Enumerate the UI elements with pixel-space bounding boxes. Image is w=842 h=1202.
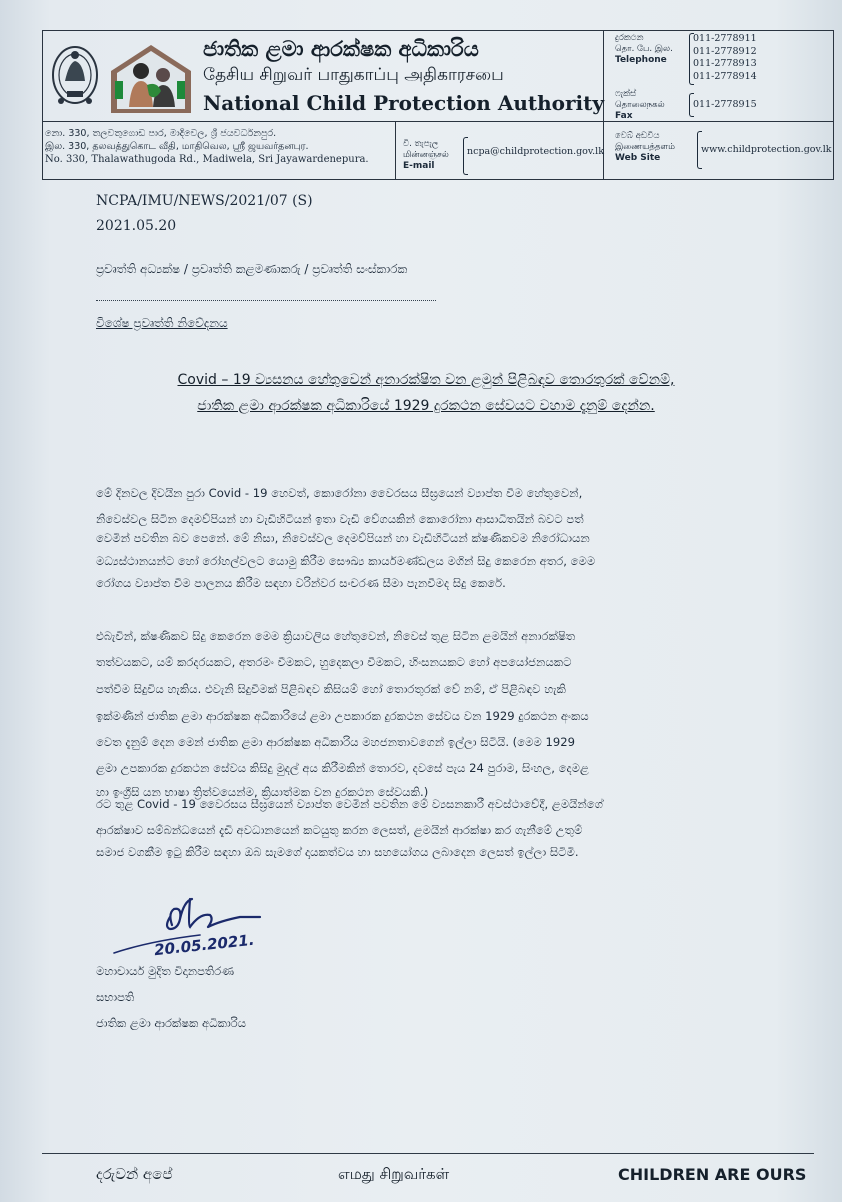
website-label-tamil: இணையத்தளம் — [615, 142, 675, 152]
notice-heading-line-1: Covid – 19 ව්‍යසනය හේතුවෙන් අනාරක්ෂිත වන ළමුන් පිළිබඳව තොරතුරක් වේනම්, — [177, 372, 675, 388]
letterhead-divider — [395, 121, 396, 179]
signatory-organization: ජාතික ළමා ආරක්ෂක අධිකාරිය — [96, 1016, 246, 1030]
paragraph-line: රට තුළ Covid - 19 වෛරසය සීඝ්‍රයෙන් ව්‍යාප්ත වෙමින් පවතින මේ ව්‍යසනකාරී අවස්ථාවේදී, ළමයින්ගේ — [96, 797, 603, 811]
paragraph-line: වෙත දැනුම් දෙන මෙන් ජාතික ළමා ආරක්ෂක අධිකාරිය මහජනතාවගෙන් ඉල්ලා සිටියි. (මෙම 1929 — [96, 735, 575, 749]
paragraph-line: සමාජ වගකීම ඉටු කිරීම සඳහා ඔබ සැමගේ දායකත්වය හා සහයෝගය ලබාදෙන ලෙසත් ඉල්ලා සිටිමි. — [96, 845, 579, 859]
ncpa-logo-icon — [105, 41, 197, 115]
paragraph-line: වෙමින් පවතින බව පෙනේ. මේ නිසා, නිවෙස්වල දෙමව්පියන් හා වැඩිහිටියන් ක්ෂණිකවම නිරෝධායන — [96, 531, 590, 545]
paragraph-line: හා ඉංග්‍රීසි යන භාෂා ත්‍රිත්වයෙන්ම, ක්‍රියාත්මක වන දුරකථන සේවයකි.) — [96, 785, 429, 799]
fax-number[interactable]: 011-2778915 — [693, 99, 757, 110]
letterhead — [42, 30, 834, 180]
paragraph-line: නිවෙස්වල සිටින දෙමව්පියන් හා වැඩිහිටියන් ඉතා වැඩි වේගයකින් කොරෝනා ආසාධිතයින් බවට පත් — [96, 512, 584, 526]
footer-slogan-sinhala: දරුවන් අපේ — [96, 1165, 173, 1183]
website-url[interactable]: www.childprotection.gov.lk — [701, 144, 832, 155]
subject-line: විශේෂ ප්‍රවෘත්ති නිවේදනය — [96, 316, 228, 330]
address-tamil: இல. 330, தலவத்துகொட வீதி, மாதிவெல, ஸ்ரீ ஜயவர்தனபுர. — [45, 141, 309, 152]
email-label-tamil: மின்னஞ்சல் — [403, 150, 449, 160]
fax-label-english: Fax — [615, 111, 633, 121]
reference-number: NCPA/IMU/NEWS/2021/07 (S) — [96, 193, 313, 209]
website-labels — [615, 131, 675, 164]
email-label-english: E-mail — [403, 161, 435, 171]
paragraph-line: එබැවින්, ක්ෂණිකව සිදු කෙරෙන මෙම ක්‍රියාවලිය හේතුවෙන්, නිවෙස් තුළ සිටින ළමයින් අනාරක්ෂිත — [96, 629, 576, 643]
address-english: No. 330, Thalawathugoda Rd., Madiwela, Sri Jayawardenepura. — [45, 154, 369, 165]
letterhead-divider — [43, 121, 833, 122]
dotted-divider — [96, 300, 436, 301]
signature-date: 20.05.2021. — [153, 930, 256, 960]
org-name-sinhala: ජාතික ළමා ආරක්ෂක අධිකාරිය — [203, 37, 479, 61]
fax-label-sinhala: ෆැක්ස් — [615, 89, 637, 99]
letter-date: 2021.05.20 — [96, 218, 177, 234]
telephone-number[interactable]: 011-2778911 — [693, 33, 757, 44]
addressees: ප්‍රවෘත්ති අධ්‍යක්ෂ / ප්‍රවෘත්ති කළමණාකරු / ප්‍රවෘත්ති සංස්කාරක — [96, 262, 408, 276]
telephone-number[interactable]: 011-2778912 — [693, 45, 757, 57]
paragraph-line: මේ දිනවල දිවයින පුරා Covid - 19 හෙවත්, කොරෝනා වෛරසය සීඝ්‍රයෙන් ව්‍යාප්ත වීම හේතුවෙන්, — [96, 486, 583, 500]
footer-slogan-tamil: எமது சிறுவர்கள் — [338, 1165, 450, 1183]
paragraph-line: මධ්‍යස්ථානයන්ට හෝ රෝහල්වලට යොමු කිරීම සෞඛ්‍ය කාර්යමණ්ඩලය මගින් සිදු කෙරෙන අතර, මෙම — [96, 554, 596, 568]
website-label-sinhala: වෙබ් අඩවිය — [615, 131, 660, 141]
paragraph-line: ඉක්මණින් ජාතික ළමා ආරක්ෂක අධිකාරියේ ළමා උපකාරක දුරකථන සේවය වන 1929 දුරකථන අංකය — [96, 709, 589, 723]
telephone-label-sinhala: දුරකථන — [615, 33, 644, 43]
email-address[interactable]: ncpa@childprotection.gov.lk — [467, 146, 604, 157]
national-emblem-icon — [49, 41, 101, 111]
signatory-title: සභාපති — [96, 990, 135, 1004]
handwritten-signature — [110, 895, 310, 965]
footer-slogan-english: CHILDREN ARE OURS — [618, 1165, 807, 1184]
org-name-tamil: தேசிய சிறுவர் பாதுகாப்பு அதிகாரசபை — [203, 65, 504, 85]
notice-heading-line-2: ජාතික ළමා ආරක්ෂක අධිකාරියේ 1929 දුරකථන සේවයට වහාම දැනුම් දෙන්න. — [197, 398, 655, 414]
signatory-name: මහාචාර්ය මුදිත විදානපතිරණ — [96, 964, 235, 978]
fax-label-tamil: தொலைநகல் — [615, 100, 665, 110]
telephone-number[interactable]: 011-2778913 — [693, 58, 757, 69]
fax-labels — [615, 89, 665, 122]
telephone-label-tamil: தொ. பே. இல. — [615, 44, 673, 54]
address-block — [45, 127, 369, 166]
org-name-english: National Child Protection Authority — [203, 91, 604, 115]
paragraph-line: රෝගය ව්‍යාප්ත වීම පාලනය කිරීම සඳහා වරින්වර සංචරණ සීමා පැනවීමද සිදු කෙරේ. — [96, 576, 506, 590]
telephone-labels — [615, 33, 673, 66]
telephone-numbers — [693, 33, 757, 83]
address-sinhala: නො. 330, තලවතුගොඩ පාර, මාදිවෙල, ශ්‍රී ජයවර්ධනපුර. — [45, 128, 277, 139]
email-labels — [403, 139, 449, 172]
paragraph-line: ළමා උපකාරක දුරකථන සේවය කිසිදු මුදල් අය කිරීමකින් තොරව, දවසේ පැය 24 පුරාම, සිංහල, දෙමළ — [96, 761, 589, 775]
paragraph-line: තත්වයකට, යම් කරදරයකට, අතරමං වීමකට, හුදෙකලා වීමකට, හිංසනයකට හෝ අපයෝජනයකට — [96, 655, 572, 669]
telephone-number[interactable]: 011-2778914 — [693, 70, 757, 82]
footer-divider — [42, 1153, 814, 1154]
telephone-label-english: Telephone — [615, 55, 667, 65]
paragraph-line: පත්වීම සිදුවිය හැකිය. එවැනි සිදුවීමක් පිළිබඳව කිසියම් හෝ තොරතුරක් වේ නම්, ඒ පිළිබඳව හැකි — [96, 682, 566, 696]
paragraph-line: ආරක්ෂාව සම්බන්ධයෙන් දැඩි අවධානයෙන් කටයුතු කරන ලෙසත්, ළමයින් ආරක්ෂා කර ගැනීමේ උතුම් — [96, 823, 583, 837]
website-label-english: Web Site — [615, 153, 661, 163]
email-label-sinhala: වි. තැපැල — [403, 139, 439, 149]
